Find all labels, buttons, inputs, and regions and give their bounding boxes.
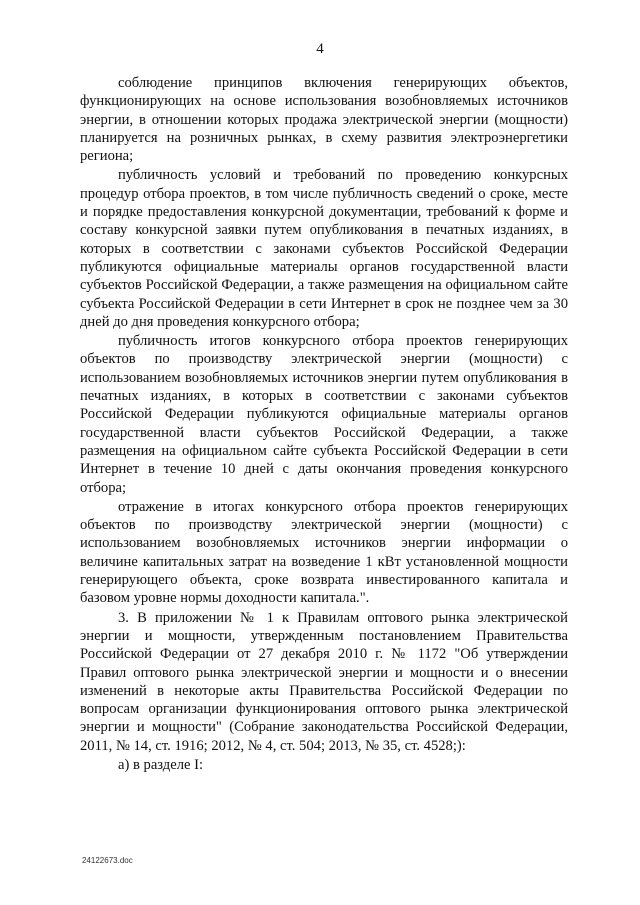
- document-body: [80, 74, 568, 775]
- page-number: 4: [316, 41, 324, 57]
- paragraph: публичность итогов конкурсного отбора проектов генерирующих объектов по производству электрической энергии (мощности) с использованием возобновляемых источников энергии путем опубликования в печатных изданиях, в которых в соответствии с законами субъектов Российской Федерации публикуются официальные материалы органов государственной власти субъектов Российской Федерации, а также размещения на официальном сайте субъекта Российской Федерации в сети Интернет в течение 10 дней с даты окончания проведения конкурсного отбора;: [80, 333, 568, 496]
- paragraph: соблюдение принципов включения генерирующих объектов, функционирующих на основе использования возобновляемых источников энергии, в отношении которых продажа электрической энергии (мощности) планируется на розничных рынках, в схему развития электроэнергетики региона;: [80, 75, 568, 165]
- paragraph: а) в разделе I:: [118, 756, 204, 773]
- paragraph: отражение в итогах конкурсного отбора проектов генерирующих объектов по производству электрической энергии (мощности) с использованием возобновляемых источников энергии информации о величине капитальных затрат на возведение 1 кВт установленной мощности генерирующего объекта, сроке возврата инвестированного капитала и базовом уровне нормы доходности капитала.".: [80, 498, 568, 607]
- paragraph: 3. В приложении № 1 к Правилам оптового рынка электрической энергии и мощности, утвержденным постановлением Правительства Российской Федерации от 27 декабря 2010 г. № 1172 "Об утверждении Правил оптового рынка электрической энергии и мощности и о внесении изменений в некоторые акты Правительства Российской Федерации по вопросам организации функционирования оптового рынка электрической энергии и мощности" (Собрание законодательства Российской Федерации, 2011, № 14, ст. 1916; 2012, № 4, ст. 504; 2013, № 35, ст. 4528;):: [80, 609, 568, 754]
- file-name-footer: 24122673.doc: [82, 856, 133, 865]
- paragraph: публичность условий и требований по проведению конкурсных процедур отбора проектов, в том числе публичность сведений о сроке, месте и порядке предоставления конкурсной документации, требований к форме и составу конкурсной заявки путем опубликования в печатных изданиях, в которых в соответствии с законами субъектов Российской Федерации публикуются официальные материалы органов государственной власти субъектов Российской Федерации, а также размещения на официальном сайте субъекта Российской Федерации в сети Интернет в срок не позднее чем за 30 дней до дня проведения конкурсного отбора;: [80, 167, 568, 330]
